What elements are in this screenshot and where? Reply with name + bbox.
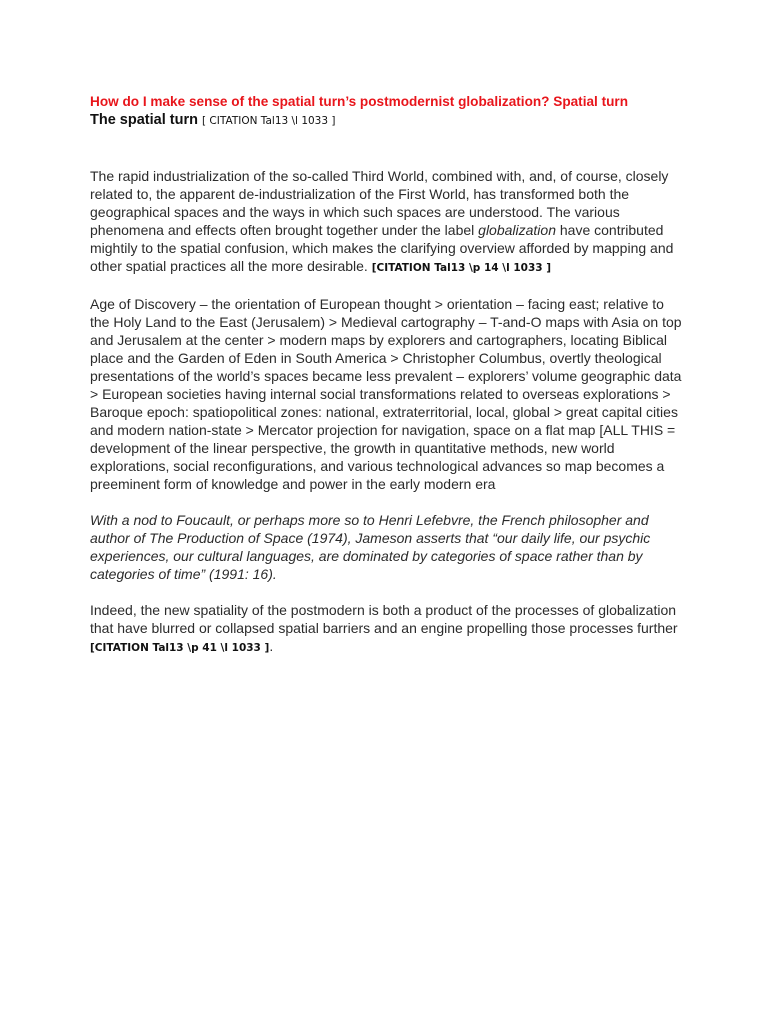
- paragraph-4-end: .: [269, 638, 274, 654]
- paragraph-industrialization: [90, 167, 682, 277]
- paragraph-4-citation-field: [CITATION Tal13 \p 41 \l 1033 ]: [90, 642, 270, 654]
- section-subtitle: [90, 111, 682, 131]
- paragraph-4-text: Indeed, the new spatiality of the postmodern is both a product of the processes of globalization that have blurred or collapsed spatial barriers and an engine propelling those processes further: [90, 602, 678, 636]
- subtitle-text: The spatial turn: [90, 112, 198, 128]
- question-heading: How do I make sense of the spatial turn’s postmodernist globalization? Spatial turn: [90, 94, 629, 109]
- paragraph-new-spatiality: [90, 601, 682, 657]
- paragraph-1-citation-field: [CITATION Tal13 \p 14 \l 1033 ]: [371, 262, 552, 274]
- paragraph-1-text-a: The rapid industrialization of the so-called Third World, combined with, and, of course, closely related to, the apparent de-industrialization of the First World, has transformed both the geographical spaces and the ways in which such spaces are understood. The various phenomena and effects often brought together under the label: [90, 168, 669, 238]
- paragraph-1-italic-term: globalization: [478, 222, 556, 238]
- document-page: [90, 93, 682, 657]
- subtitle-citation-field: [ CITATION Tal13 \l 1033 ]: [202, 115, 336, 127]
- paragraph-1-text-b: have contributed mightily to the spatial confusion, which makes the clarifying overview afforded by mapping and other spatial practices all the more desirable.: [90, 222, 674, 274]
- paragraph-foucault-quote: With a nod to Foucault, or perhaps more so to Henri Lefebvre, the French philosopher and author of The Production of Space (1974), Jameson asserts that “our daily life, our psychic experiences, our cultural languages, are dominated by categories of space rather than by categories of time” (1991: 16).: [90, 512, 651, 582]
- paragraph-age-of-discovery: Age of Discovery – the orientation of European thought > orientation – facing east; relative to the Holy Land to the East (Jerusalem) > Medieval cartography – T-and-O maps with Asia on top and Jerusalem at the center > modern maps by explorers and cartographers, locating Biblical place and the Garden of Eden in South America > Christopher Columbus, overtly theological presentations of the world’s spaces became less prevalent – explorers’ volume geographic data > European societies having internal social transformations related to overseas explorations > Baroque epoch: spatiopolitical zones: national, extraterritorial, local, global > great capital cities and modern nation-state > Mercator projection for navigation, space on a flat map [ALL THIS = development of the linear perspective, the growth in quantitative methods, new world explorations, social reconfigurations, and various technological advances so map becomes a preeminent form of knowledge and power in the early modern era: [90, 296, 682, 492]
